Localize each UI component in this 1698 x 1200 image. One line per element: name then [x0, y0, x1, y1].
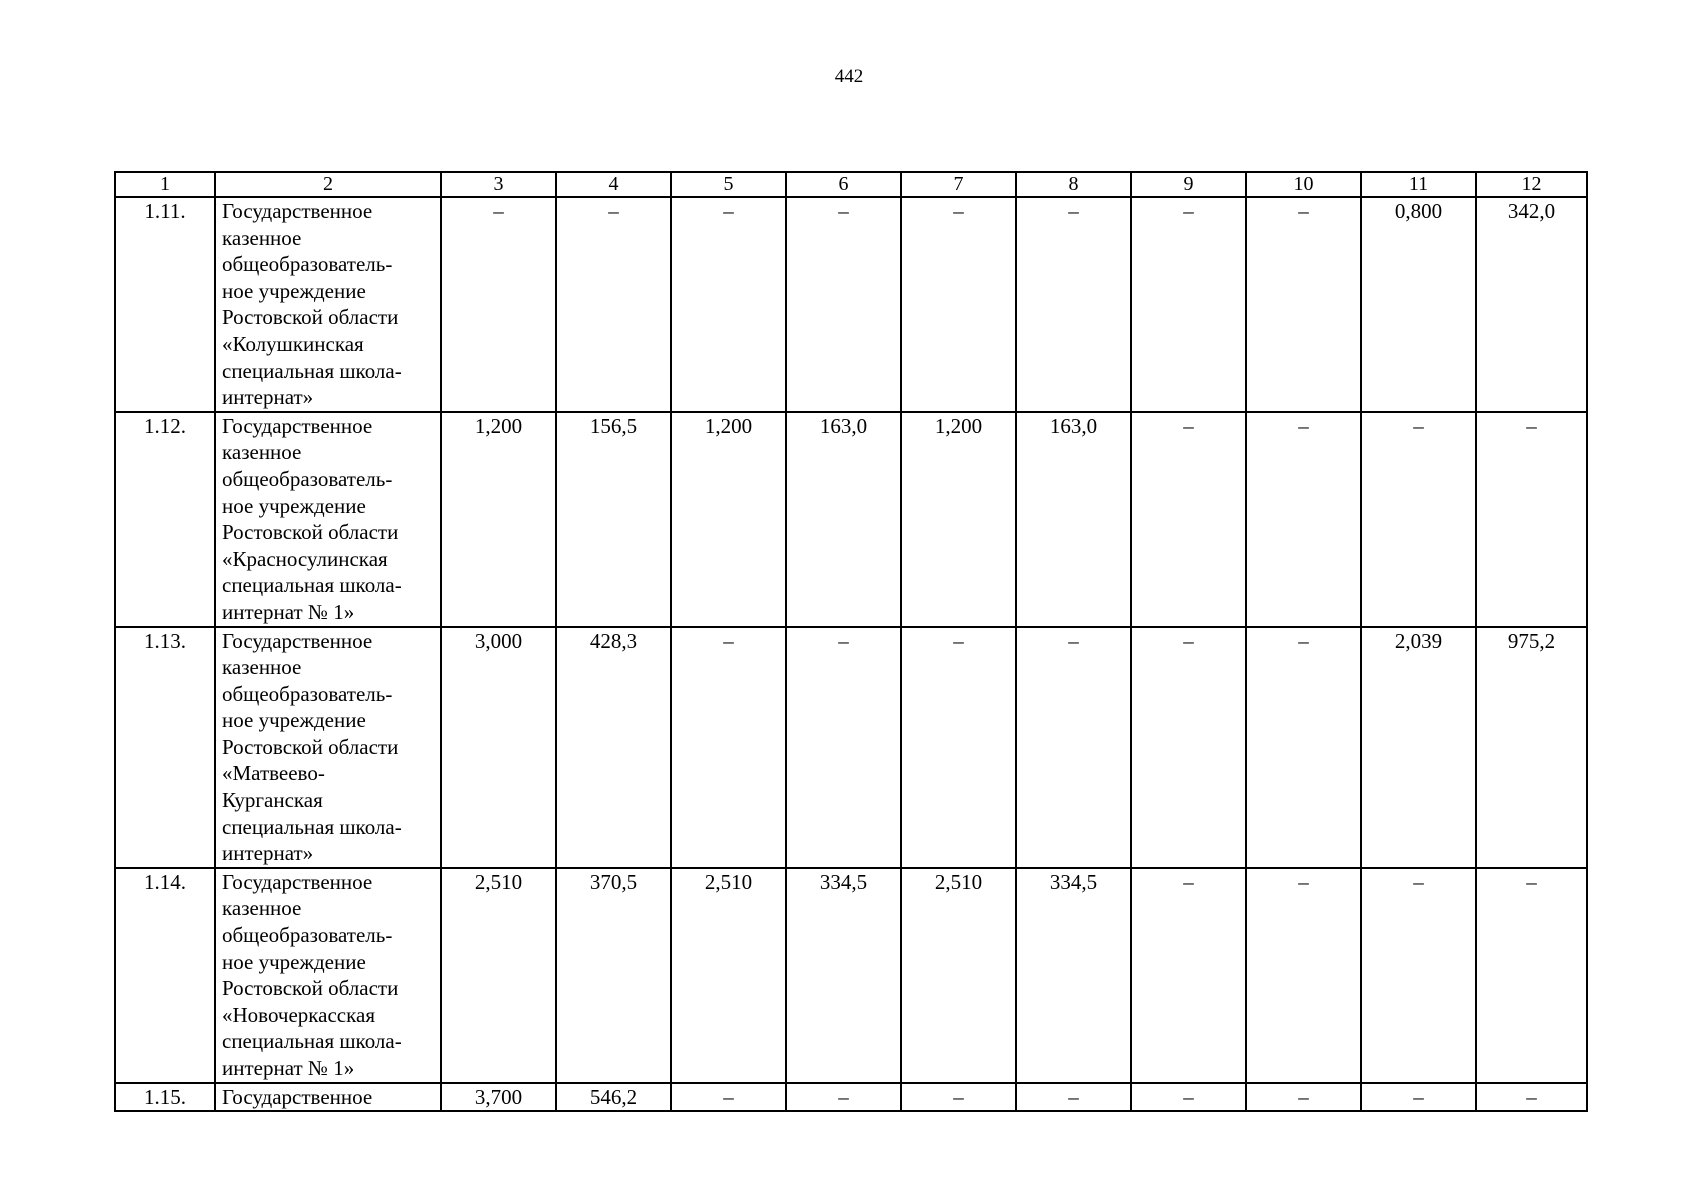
institution-name-line: «Красносулинская	[222, 546, 388, 571]
institution-name-line: Государственное	[222, 1084, 373, 1109]
value-cell: –	[786, 1083, 901, 1112]
institution-name-line: Ростовской области	[222, 305, 399, 330]
institution-name-cell	[215, 412, 441, 627]
header-row	[115, 172, 1587, 197]
institution-name-line: специальная школа-	[222, 573, 402, 598]
value-cell: –	[1016, 197, 1131, 412]
column-header: 10	[1246, 172, 1361, 197]
institution-name-cell	[215, 197, 441, 412]
value-cell: 334,5	[786, 868, 901, 1083]
value-cell: –	[1131, 1083, 1246, 1112]
value-cell: 342,0	[1476, 197, 1587, 412]
institution-name-line: Государственное	[222, 413, 373, 438]
value-cell: –	[1476, 412, 1587, 627]
value-cell: –	[671, 197, 786, 412]
value-cell: –	[1361, 1083, 1476, 1112]
institution-name-line: ное учреждение	[222, 708, 366, 733]
institution-name-line: интернат»	[222, 841, 314, 866]
row-number-cell: 1.15.	[115, 1083, 215, 1112]
column-header: 1	[115, 172, 215, 197]
value-cell: –	[901, 1083, 1016, 1112]
value-cell: –	[1246, 868, 1361, 1083]
value-cell: 1,200	[671, 412, 786, 627]
institution-name-line: интернат № 1»	[222, 1056, 355, 1080]
institution-name-line: общеобразователь-	[222, 252, 393, 277]
value-cell: 428,3	[556, 627, 671, 868]
table-row	[115, 197, 1587, 412]
value-cell: –	[1131, 868, 1246, 1083]
table-row	[115, 627, 1587, 868]
institution-name-line: специальная школа-	[222, 814, 402, 839]
institution-name-line: интернат»	[222, 385, 314, 410]
institution-name-cell	[215, 627, 441, 868]
value-cell: –	[1246, 1083, 1361, 1112]
value-cell: –	[901, 197, 1016, 412]
value-cell: –	[671, 627, 786, 868]
value-cell: 2,510	[441, 868, 556, 1083]
value-cell: 2,510	[671, 868, 786, 1083]
institution-name-cell	[215, 868, 441, 1083]
column-header: 6	[786, 172, 901, 197]
institution-name-line: ное учреждение	[222, 493, 366, 518]
column-header: 3	[441, 172, 556, 197]
row-number-cell: 1.11.	[115, 197, 215, 412]
institution-name-line: «Новочеркасская	[222, 1002, 375, 1027]
institution-name-line: специальная школа-	[222, 1029, 402, 1054]
column-header: 4	[556, 172, 671, 197]
value-cell: –	[1016, 627, 1131, 868]
value-cell: –	[1361, 868, 1476, 1083]
value-cell: 334,5	[1016, 868, 1131, 1083]
value-cell: –	[901, 627, 1016, 868]
table-row	[115, 1083, 1587, 1112]
institution-name-line: общеобразователь-	[222, 466, 393, 491]
table-row	[115, 412, 1587, 627]
page-number: 442	[834, 66, 864, 87]
value-cell: –	[1246, 627, 1361, 868]
value-cell: 3,700	[441, 1083, 556, 1112]
column-header: 7	[901, 172, 1016, 197]
value-cell: –	[671, 1083, 786, 1112]
value-cell: –	[1246, 412, 1361, 627]
value-cell: 2,039	[1361, 627, 1476, 868]
column-header: 9	[1131, 172, 1246, 197]
column-header: 5	[671, 172, 786, 197]
institution-name-line: Курганская	[222, 788, 323, 813]
institution-name-line: казенное	[222, 225, 302, 250]
institution-name-line: Ростовской области	[222, 976, 399, 1001]
value-cell: 163,0	[1016, 412, 1131, 627]
institution-name-line: ное учреждение	[222, 278, 366, 303]
institution-name-line: специальная школа-	[222, 358, 402, 383]
institution-name-cell	[215, 1083, 441, 1112]
institution-name-line: Ростовской области	[222, 734, 399, 759]
value-cell: 156,5	[556, 412, 671, 627]
institution-name-line: общеобразователь-	[222, 923, 393, 948]
institution-name-line: ное учреждение	[222, 949, 366, 974]
value-cell: –	[556, 197, 671, 412]
institution-name-line: Государственное	[222, 869, 373, 894]
value-cell: 3,000	[441, 627, 556, 868]
institution-name-line: Ростовской области	[222, 520, 399, 545]
column-header: 12	[1476, 172, 1587, 197]
institution-name-line: Государственное	[222, 199, 373, 223]
column-header: 2	[215, 172, 441, 197]
value-cell: 975,2	[1476, 627, 1587, 868]
institution-name-line: казенное	[222, 655, 302, 680]
institution-name-line: Государственное	[222, 628, 373, 653]
value-cell: 2,510	[901, 868, 1016, 1083]
value-cell: –	[1246, 197, 1361, 412]
institution-name-line: казенное	[222, 440, 302, 465]
table-row	[115, 868, 1587, 1083]
value-cell: 546,2	[556, 1083, 671, 1112]
institution-name-line: интернат № 1»	[222, 599, 355, 624]
value-cell: 1,200	[441, 412, 556, 627]
row-number-cell: 1.13.	[115, 627, 215, 868]
value-cell: –	[1131, 627, 1246, 868]
value-cell: –	[1361, 412, 1476, 627]
value-cell: –	[441, 197, 556, 412]
value-cell: –	[1131, 197, 1246, 412]
value-cell: –	[786, 627, 901, 868]
value-cell: –	[1476, 1083, 1587, 1112]
column-header: 11	[1361, 172, 1476, 197]
column-header: 8	[1016, 172, 1131, 197]
institution-name-line: «Матвеево-	[222, 761, 325, 786]
row-number-cell: 1.12.	[115, 412, 215, 627]
data-table	[114, 171, 1588, 1112]
value-cell: 163,0	[786, 412, 901, 627]
value-cell: –	[786, 197, 901, 412]
value-cell: –	[1131, 412, 1246, 627]
institution-name-line: «Колушкинская	[222, 331, 364, 356]
value-cell: 370,5	[556, 868, 671, 1083]
value-cell: 1,200	[901, 412, 1016, 627]
value-cell: 0,800	[1361, 197, 1476, 412]
value-cell: –	[1476, 868, 1587, 1083]
institution-name-line: общеобразователь-	[222, 681, 393, 706]
value-cell: –	[1016, 1083, 1131, 1112]
table-body	[115, 172, 1587, 1111]
row-number-cell: 1.14.	[115, 868, 215, 1083]
institution-name-line: казенное	[222, 896, 302, 921]
